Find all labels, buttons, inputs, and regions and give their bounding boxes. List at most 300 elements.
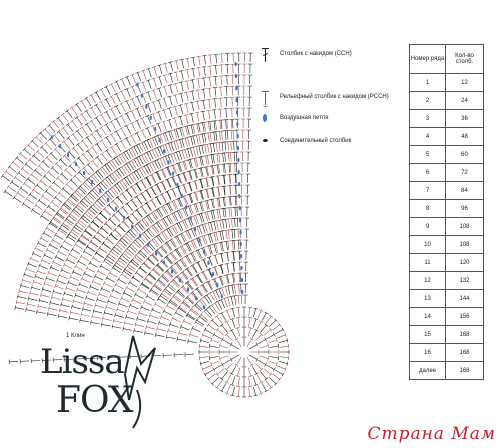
stitch-mark	[234, 241, 235, 250]
stitch-mark	[68, 282, 76, 285]
stitch-mark	[72, 249, 80, 254]
stitch-top	[204, 373, 206, 377]
stitch-mark	[78, 205, 85, 211]
stitch-mark	[60, 228, 67, 233]
stitch-top	[205, 294, 209, 296]
stitch-mark	[211, 155, 213, 164]
stitch-top	[150, 212, 154, 214]
stitch-top	[265, 312, 269, 314]
stitch-top	[282, 328, 284, 332]
stitch-mark	[253, 309, 255, 318]
stitch-mark	[182, 139, 185, 148]
stitch-mark	[121, 141, 126, 149]
stitch-top	[204, 328, 206, 332]
stitch-mark	[152, 187, 156, 195]
stitch-top	[125, 163, 129, 165]
stitch-mark	[249, 355, 257, 360]
stitch-mark	[164, 311, 172, 315]
stitch-mark	[214, 365, 222, 370]
stitch-mark	[67, 237, 75, 242]
stitch-mark	[232, 219, 233, 228]
stitch-mark	[226, 87, 227, 96]
chain-mark	[195, 296, 197, 300]
stitch-mark	[262, 313, 267, 321]
table-row	[410, 254, 484, 272]
stitch-mark	[177, 211, 181, 219]
stitch-top	[71, 248, 73, 252]
stitch-top	[255, 373, 259, 375]
stitch-mark	[219, 154, 220, 163]
stitch-mark	[79, 240, 87, 245]
stitch-top	[146, 294, 148, 298]
stitch-mark	[82, 114, 87, 121]
stitch-mark	[217, 316, 223, 323]
stitch-mark	[46, 143, 52, 150]
stitch-mark	[116, 119, 120, 127]
stitch-mark	[232, 230, 233, 239]
chain-mark	[190, 216, 192, 220]
stitch-mark	[228, 230, 229, 239]
stitch-mark	[217, 381, 223, 388]
stitch-top	[84, 97, 88, 99]
stitch-top	[235, 338, 239, 340]
stitch-mark	[169, 120, 172, 129]
stitch-mark	[114, 321, 123, 323]
stitch-mark	[95, 305, 104, 308]
stitch-count-cell: 96	[446, 200, 484, 218]
stitch-mark	[187, 58, 189, 67]
stitch-mark	[83, 309, 92, 311]
stitch-top	[165, 228, 169, 230]
stitch-mark	[163, 219, 168, 227]
stitch-top	[175, 235, 179, 237]
table-row	[410, 110, 484, 128]
stitch-mark	[78, 261, 86, 265]
stitch-mark	[92, 222, 99, 228]
chain-mark	[154, 127, 156, 131]
stitch-mark	[273, 374, 280, 380]
stitch-count-cell: 72	[446, 164, 484, 182]
stitch-top	[120, 254, 123, 257]
stitch-mark	[22, 280, 31, 283]
stitch-mark	[148, 259, 155, 265]
stitch-top	[236, 307, 240, 308]
stitch-mark	[247, 357, 252, 365]
stitch-mark	[142, 193, 147, 201]
stitch-mark	[51, 267, 59, 271]
stitch-count-cell: 108	[446, 218, 484, 236]
stitch-top	[72, 270, 74, 274]
stitch-top	[209, 356, 210, 360]
stitch-top	[143, 299, 145, 303]
stitch-mark	[247, 339, 252, 347]
stitch-mark	[213, 154, 214, 163]
stitch-mark	[183, 185, 186, 194]
stitch-mark	[240, 273, 241, 282]
stitch-mark	[147, 216, 152, 223]
chain-mark	[139, 234, 141, 238]
chain-mark	[216, 283, 218, 287]
stitch-mark	[135, 325, 144, 327]
stitch-mark	[37, 185, 44, 191]
stitch-mark	[111, 134, 116, 142]
stitch-mark	[168, 143, 171, 151]
stitch-top	[110, 146, 114, 148]
stitch-mark	[155, 161, 159, 169]
stitch-top	[216, 176, 220, 177]
stitch-mark	[161, 247, 167, 254]
stitch-top	[26, 177, 29, 180]
stitch-top	[103, 281, 105, 285]
stitch-top	[78, 218, 81, 222]
stitch-mark	[22, 168, 29, 174]
stitch-mark	[165, 64, 167, 73]
stitch-top	[74, 243, 76, 247]
stitch-mark	[184, 161, 187, 170]
stitch-mark	[205, 145, 207, 154]
stitch-mark	[220, 356, 229, 358]
stitch-mark	[172, 226, 177, 234]
stitch-top	[201, 100, 205, 101]
stitch-mark	[201, 168, 203, 177]
stitch-mark	[226, 98, 227, 107]
stitch-mark	[187, 137, 189, 146]
stitch-mark	[174, 141, 177, 150]
stitch-top	[175, 248, 179, 250]
stitch-mark	[158, 112, 161, 121]
stitch-mark	[210, 77, 211, 86]
stitch-top	[86, 266, 88, 270]
stitch-mark	[56, 235, 64, 240]
stitch-mark	[38, 306, 47, 308]
stitch-mark	[162, 246, 168, 253]
stitch-top	[106, 276, 108, 280]
stitch-mark	[225, 153, 226, 162]
stitch-top	[109, 95, 113, 97]
double-crochet-icon	[258, 44, 274, 64]
stitch-top	[76, 130, 80, 133]
stitch-mark	[193, 69, 195, 78]
stitch-mark	[249, 388, 250, 397]
stitch-mark	[96, 217, 103, 223]
stitch-mark	[220, 220, 222, 229]
stitch-top	[130, 122, 134, 124]
stitch-mark	[26, 269, 34, 272]
stitch-mark	[158, 265, 164, 271]
stitch-top	[97, 269, 99, 273]
table-row	[410, 92, 484, 110]
stitch-mark	[100, 213, 107, 219]
stitch-mark	[133, 277, 140, 282]
stitch-mark	[266, 316, 272, 323]
stitch-mark	[63, 189, 70, 195]
stitch-top	[160, 206, 164, 208]
stitch-mark	[215, 267, 218, 276]
stitch-top	[85, 123, 89, 126]
stitch-mark	[231, 153, 232, 162]
stitch-mark	[45, 129, 51, 136]
stitch-mark	[216, 232, 218, 241]
stitch-mark	[253, 319, 256, 328]
stitch-mark	[149, 274, 156, 280]
stitch-mark	[36, 137, 42, 143]
stitch-count-cell: 132	[446, 272, 484, 290]
stitch-mark	[32, 210, 40, 215]
stitch-mark	[173, 177, 176, 185]
stitch-mark	[155, 149, 159, 157]
stitch-top	[207, 88, 211, 89]
stitch-mark	[26, 164, 33, 170]
row-number-cell: 12	[410, 272, 446, 290]
chain-mark	[123, 216, 125, 220]
stitch-top	[47, 205, 50, 209]
stitch-mark	[227, 54, 228, 63]
stitch-top	[165, 255, 168, 258]
table-row	[410, 218, 484, 236]
stitch-mark	[171, 154, 174, 162]
stitch-mark	[106, 99, 110, 107]
stitch-mark	[167, 192, 171, 200]
stitch-mark	[49, 273, 57, 276]
stitch-mark	[211, 222, 213, 231]
stitch-mark	[216, 65, 217, 74]
stitch-mark	[186, 115, 188, 124]
stitch-top	[207, 323, 210, 327]
stitch-mark	[63, 128, 69, 135]
stitch-mark	[222, 372, 228, 379]
stitch-mark	[154, 67, 157, 76]
stitch-mark	[188, 341, 197, 343]
stitch-mark	[220, 265, 222, 274]
stitch-mark	[160, 158, 164, 166]
stitch-mark	[72, 211, 79, 217]
stitch-mark	[44, 255, 52, 259]
stitch-top	[100, 139, 104, 141]
stitch-top	[150, 239, 153, 242]
stitch-mark	[87, 246, 95, 251]
stitch-mark	[253, 376, 256, 385]
stitch-mark	[232, 376, 235, 385]
stitch-mark	[91, 121, 96, 129]
stitch-mark	[192, 279, 197, 286]
stitch-mark	[123, 221, 129, 228]
stitch-mark	[153, 212, 158, 220]
stitch-top	[248, 317, 252, 318]
legend-item-relief	[258, 87, 389, 107]
stitch-top	[185, 242, 189, 244]
stitch-top	[104, 98, 108, 100]
stitch-top	[250, 364, 254, 366]
stitch-top	[10, 180, 13, 184]
chain-mark	[176, 183, 178, 187]
stitch-mark	[268, 340, 277, 343]
stitch-mark	[226, 230, 227, 239]
stitch-mark	[169, 228, 174, 236]
stitch-mark	[249, 307, 250, 316]
stitch-top	[200, 134, 204, 135]
stitch-mark	[227, 310, 230, 318]
stitch-mark	[48, 172, 55, 178]
stitch-mark	[193, 240, 197, 248]
stitch-top	[165, 203, 169, 205]
stitch-mark	[132, 187, 137, 194]
stitch-mark	[232, 319, 235, 328]
stitch-mark	[53, 262, 61, 266]
stitch-mark	[280, 357, 289, 358]
watermark: Страна Мам	[367, 424, 496, 444]
stitch-mark	[189, 206, 192, 214]
stitch-mark	[116, 285, 124, 289]
stitch-mark	[5, 191, 12, 196]
stitch-top	[71, 133, 74, 136]
stitch-top	[145, 215, 149, 218]
stitch-top	[61, 113, 65, 116]
stitch-mark	[153, 90, 156, 99]
stitch-mark	[67, 111, 72, 118]
stitch-top	[86, 149, 90, 152]
stitch-mark	[77, 290, 85, 293]
stitch-mark	[232, 330, 237, 338]
stitch-mark	[188, 297, 194, 303]
stitch-top	[106, 176, 109, 179]
stitch-mark	[127, 288, 135, 292]
chain-mark	[239, 206, 241, 210]
table-row	[410, 146, 484, 164]
stitch-top	[256, 343, 258, 347]
stitch-top	[140, 142, 144, 144]
stitch-top	[120, 179, 124, 182]
stitch-mark	[73, 134, 79, 141]
stitch-mark	[191, 241, 195, 249]
stitch-mark	[225, 197, 226, 206]
stitch-mark	[92, 317, 101, 319]
stitch-count-cell: 24	[446, 92, 484, 110]
stitch-top	[220, 231, 224, 232]
stitch-mark	[152, 310, 160, 314]
stitch-top	[199, 344, 200, 348]
stitch-top	[221, 363, 223, 367]
stitch-mark	[222, 131, 223, 140]
stitch-mark	[202, 134, 204, 143]
stitch-top	[256, 358, 258, 362]
stitch-top	[111, 248, 114, 251]
stitch-top	[17, 171, 20, 174]
stitch-top	[75, 116, 79, 119]
stitch-mark	[236, 196, 237, 205]
stitch-mark	[74, 301, 83, 304]
stitch-top	[175, 261, 179, 264]
stitch-mark	[113, 327, 122, 329]
stitch-mark	[163, 157, 167, 165]
stitch-mark	[205, 212, 207, 221]
stitch-top	[49, 243, 51, 247]
stitch-mark	[80, 320, 89, 322]
stitch-top	[185, 69, 189, 70]
stitch-mark	[238, 328, 240, 337]
stitch-mark	[213, 143, 214, 152]
stitch-top	[115, 156, 119, 158]
stitch-mark	[79, 158, 85, 165]
stitch-mark	[212, 378, 218, 384]
stitch-mark	[205, 297, 210, 304]
stitch-mark	[221, 65, 222, 74]
stitch-mark	[197, 113, 199, 122]
stitch-mark	[169, 203, 173, 211]
stitch-top	[31, 208, 33, 212]
stitch-mark	[164, 110, 167, 119]
stitch-mark	[267, 335, 275, 340]
stitch-mark	[54, 122, 60, 129]
stitch-mark	[41, 133, 47, 140]
chain-mark	[163, 149, 165, 153]
stitch-mark	[69, 216, 76, 222]
stitch-mark	[88, 292, 96, 295]
stitch-mark	[175, 118, 178, 127]
stitch-top	[19, 186, 22, 190]
stitch-mark	[146, 203, 151, 211]
stitch-top	[128, 281, 130, 285]
legend-label-dc: Столбик с накидом (ССН)	[280, 51, 352, 57]
stitch-top	[120, 166, 124, 169]
stitch-top	[22, 202, 24, 206]
stitch-mark	[24, 274, 33, 277]
stitch-mark	[127, 77, 131, 85]
stitch-mark	[142, 220, 148, 227]
stitch-mark	[19, 173, 26, 179]
stitch-mark	[149, 229, 155, 236]
stitch-top	[80, 100, 84, 102]
stitch-top	[196, 318, 198, 322]
stitch-mark	[143, 82, 146, 90]
stitch-top	[105, 136, 109, 138]
stitch-mark	[229, 197, 230, 206]
stitch-top	[225, 381, 229, 383]
stitch-mark	[96, 253, 103, 258]
stitch-top	[117, 278, 119, 282]
stitch-mark	[113, 290, 121, 294]
stitch-mark	[223, 197, 224, 206]
stitch-mark	[84, 251, 92, 256]
stitch-mark	[19, 291, 28, 293]
stitch-top	[91, 159, 95, 162]
stitch-top	[212, 132, 216, 133]
stitch-mark	[147, 203, 152, 211]
row-number-cell: 8	[410, 200, 446, 218]
stitch-mark	[15, 177, 22, 183]
stitch-mark	[162, 220, 167, 228]
stitch-top	[212, 110, 216, 111]
stitch-mark	[208, 144, 210, 153]
stitch-mark	[157, 172, 161, 180]
stitch-top	[213, 368, 215, 372]
stitch-mark	[232, 366, 237, 374]
stitch-mark	[174, 153, 177, 162]
stitch-mark	[228, 153, 229, 162]
stitch-top	[16, 191, 19, 195]
stitch-top	[43, 231, 45, 235]
stitch-top	[265, 338, 267, 342]
stitch-mark	[172, 189, 176, 197]
stitch-mark	[179, 198, 183, 206]
chain-mark	[238, 170, 240, 174]
stitch-mark	[196, 322, 204, 327]
stitch-mark	[76, 190, 83, 196]
stitch-mark	[62, 225, 69, 230]
stitch-mark	[267, 365, 275, 370]
stitch-mark	[91, 95, 96, 103]
stitch-mark	[151, 200, 156, 208]
stitch-mark	[66, 288, 75, 291]
